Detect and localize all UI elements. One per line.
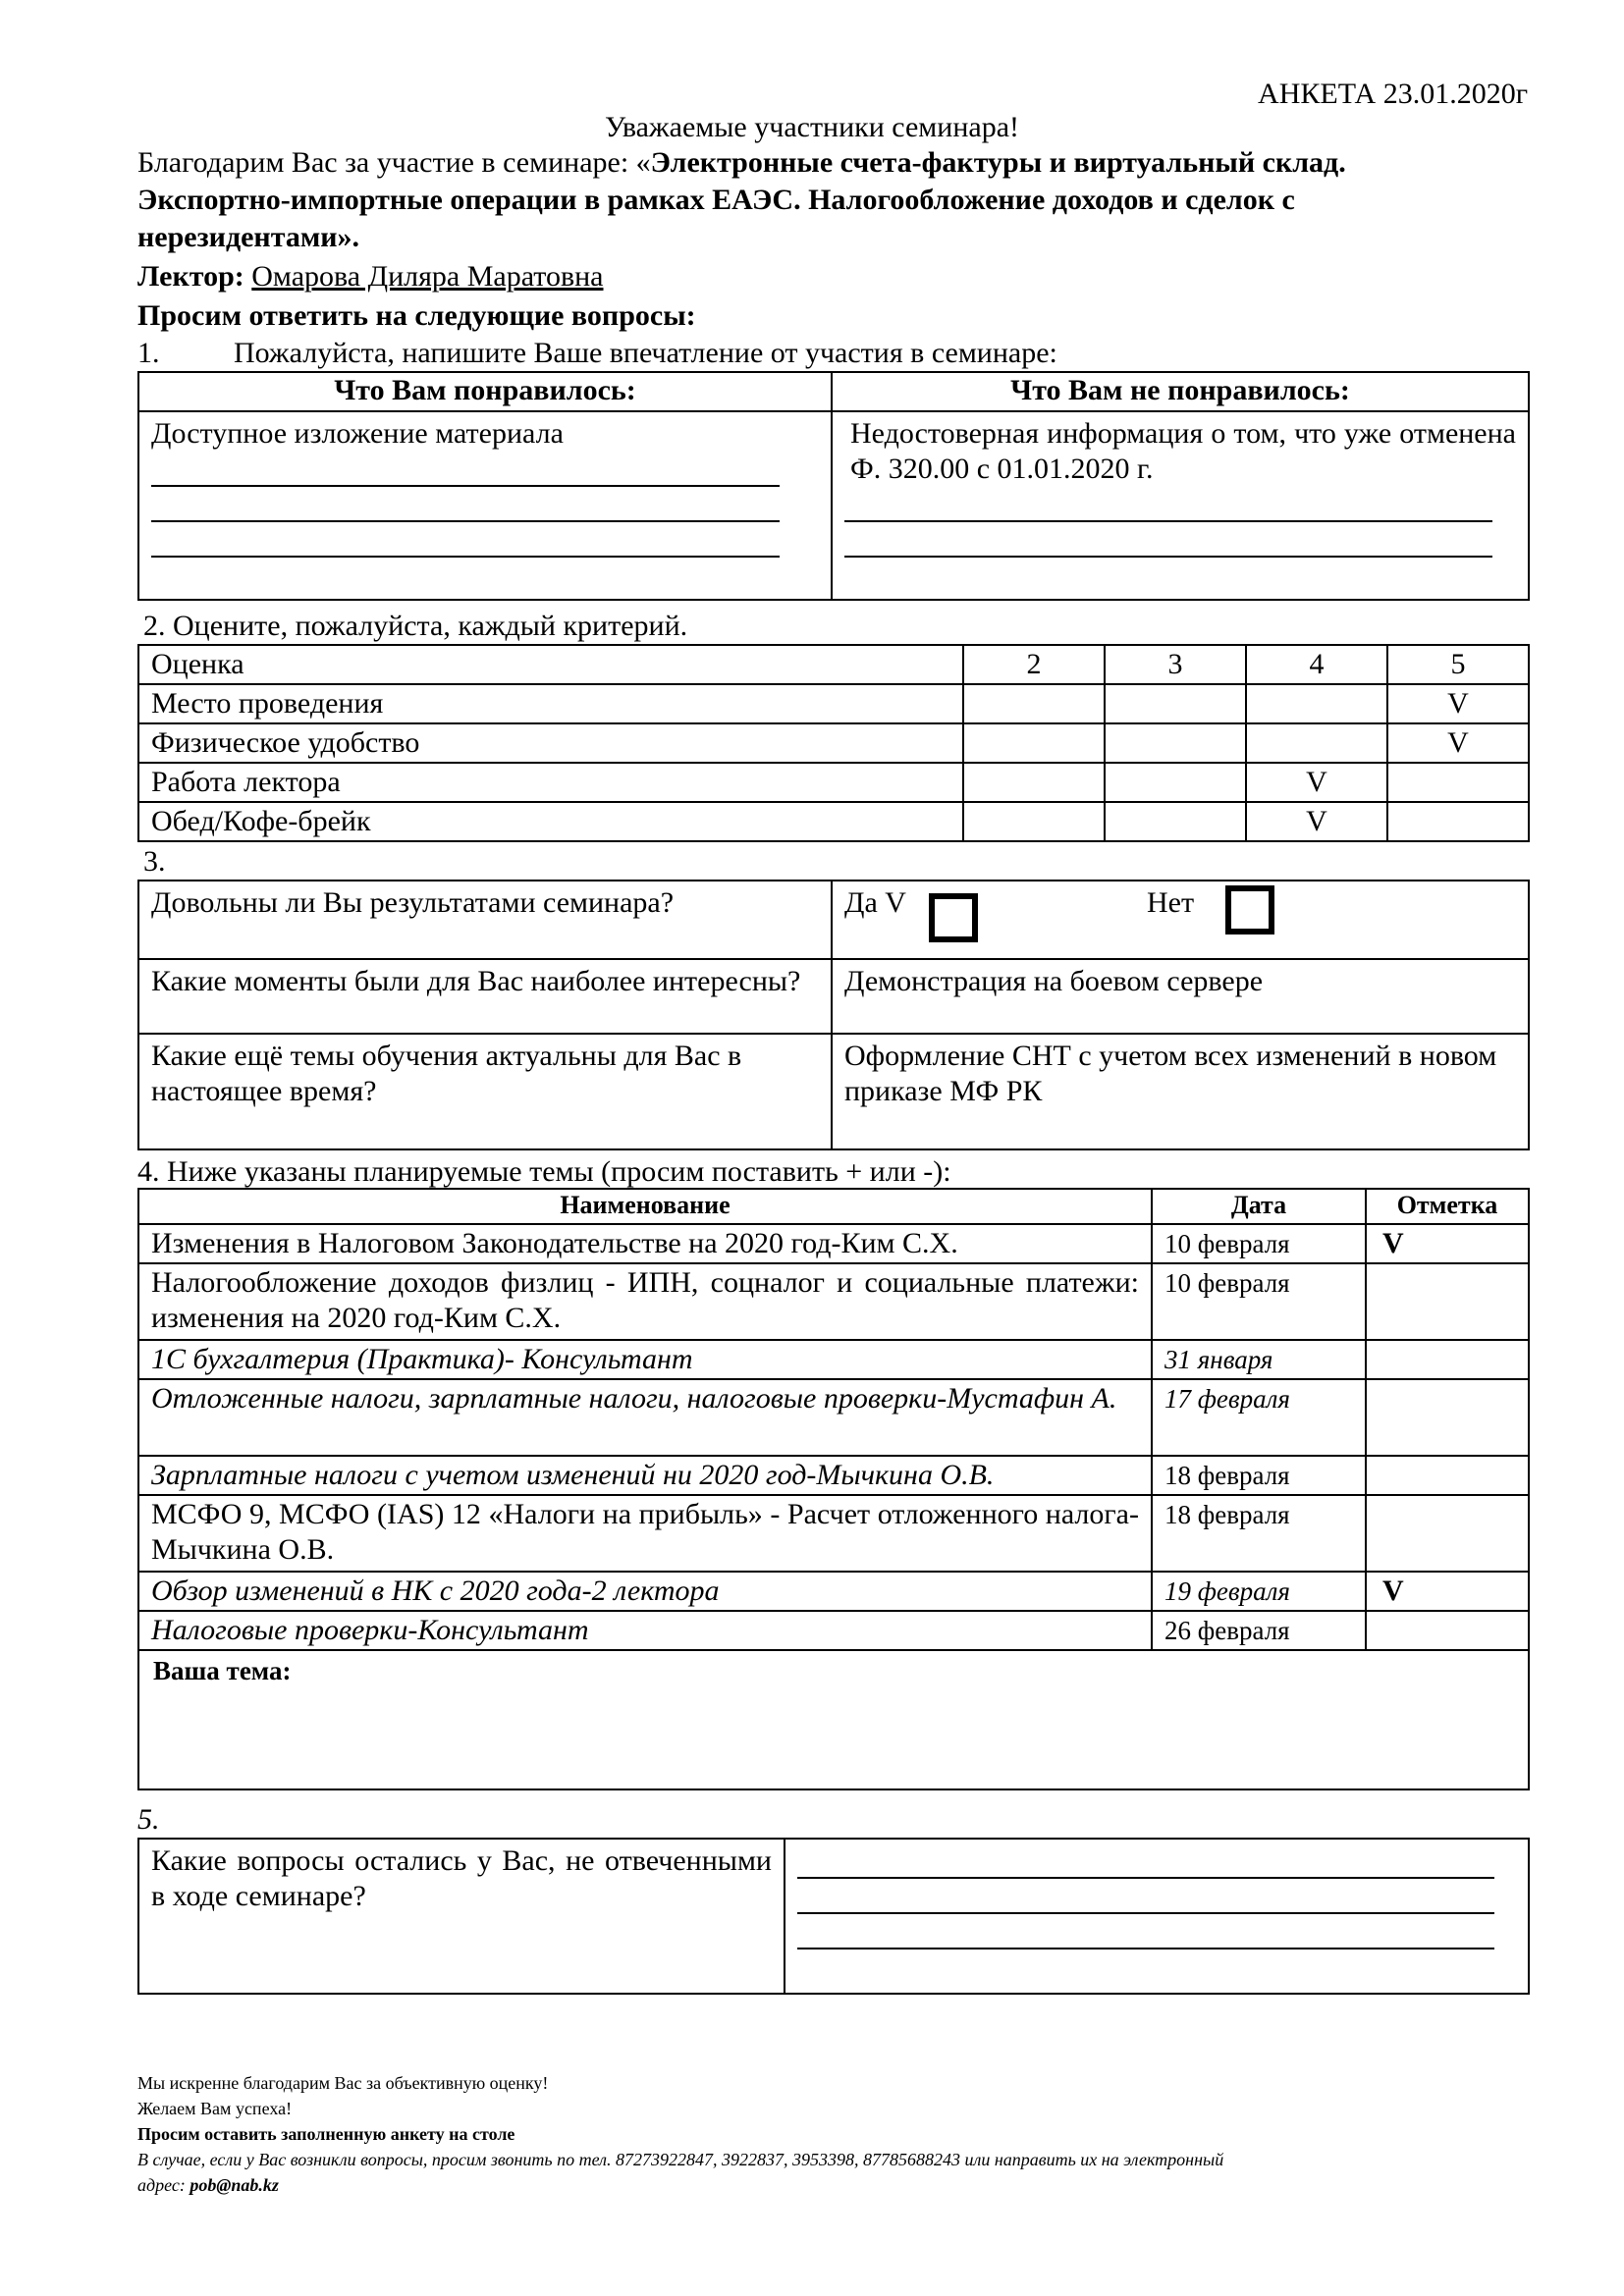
criterion-label: Работа лектора bbox=[138, 763, 963, 802]
liked-cell bbox=[138, 411, 832, 600]
q4-title: 4. Ниже указаны планируемые темы (просим поставить + или -): bbox=[137, 1155, 951, 1188]
q2-title: 2. Оцените, пожалуйста, каждый критерий. bbox=[143, 610, 688, 642]
rating-cell[interactable] bbox=[1387, 802, 1529, 841]
impressions-table bbox=[137, 371, 1530, 601]
topic-name: 1С бухгалтерия (Практика)- Консультант bbox=[138, 1340, 1152, 1379]
topics-question: Какие ещё темы обучения актуальны для Вас в настоящее время? bbox=[138, 1034, 832, 1149]
rating-cell[interactable] bbox=[1246, 723, 1387, 763]
liked-blank-line bbox=[151, 522, 780, 558]
score-header: 3 bbox=[1105, 645, 1246, 684]
email-link[interactable]: pob@nab.kz bbox=[189, 2175, 279, 2195]
topic-row bbox=[138, 1456, 1529, 1495]
q5-number: 5. bbox=[137, 1803, 160, 1836]
your-topic-row bbox=[138, 1650, 1529, 1789]
q1-number: 1. bbox=[137, 337, 160, 369]
criterion-label: Физическое удобство bbox=[138, 723, 963, 763]
footer-thanks: Мы искренне благодарим Вас за объективную оценку! bbox=[137, 2073, 549, 2093]
topic-date: 26 февраля bbox=[1152, 1611, 1366, 1650]
topic-name: Налогообложение доходов физлиц - ИПН, соцналог и социальные платежи: изменения на 2020 год-Ким С.Х. bbox=[138, 1263, 1152, 1340]
satisfied-question: Довольны ли Вы результатами семинара? bbox=[138, 881, 832, 959]
topic-date: 19 февраля bbox=[1152, 1572, 1366, 1611]
rating-cell[interactable] bbox=[963, 723, 1105, 763]
rating-cell[interactable] bbox=[1387, 763, 1529, 802]
topic-date: 10 февраля bbox=[1152, 1263, 1366, 1340]
rating-table bbox=[137, 644, 1530, 842]
topic-mark-cell[interactable] bbox=[1366, 1456, 1529, 1495]
q3-number: 3. bbox=[143, 845, 166, 878]
interesting-answer[interactable]: Демонстрация на боевом сервере bbox=[832, 959, 1529, 1034]
greeting: Уважаемые участники семинара! bbox=[604, 111, 1020, 143]
rating-cell[interactable] bbox=[963, 684, 1105, 723]
liked-blank-line bbox=[151, 452, 780, 487]
topic-name: Налоговые проверки-Консультант bbox=[138, 1611, 1152, 1650]
topic-row bbox=[138, 1495, 1529, 1572]
open-questions-table bbox=[137, 1838, 1530, 1995]
email-prefix: адрес: bbox=[137, 2175, 190, 2195]
topic-row bbox=[138, 1263, 1529, 1340]
rating-cell[interactable]: V bbox=[1387, 684, 1529, 723]
rating-row bbox=[138, 684, 1529, 723]
topic-row bbox=[138, 1340, 1529, 1379]
topic-mark-cell[interactable]: V bbox=[1366, 1572, 1529, 1611]
topic-name: Зарплатные налоги с учетом изменений ни 2020 год-Мычкина О.В. bbox=[138, 1456, 1152, 1495]
answer-blank-line bbox=[797, 1879, 1494, 1914]
answer-blank-line bbox=[797, 1914, 1494, 1949]
answer-blank-line bbox=[797, 1843, 1494, 1879]
your-topic-field[interactable]: Ваша тема: bbox=[138, 1650, 1529, 1789]
topic-mark-cell[interactable] bbox=[1366, 1263, 1529, 1340]
q5-question: Какие вопросы остались у Вас, не отвеченными в ходе семинаре? bbox=[138, 1839, 785, 1994]
rating-cell[interactable]: V bbox=[1246, 763, 1387, 802]
topic-row bbox=[138, 1379, 1529, 1456]
rating-cell[interactable] bbox=[1105, 763, 1246, 802]
topic-name: Отложенные налоги, зарплатные налоги, налоговые проверки-Мустафин А. bbox=[138, 1379, 1152, 1456]
topic-row bbox=[138, 1611, 1529, 1650]
topic-date: 18 февраля bbox=[1152, 1456, 1366, 1495]
score-header: 5 bbox=[1387, 645, 1529, 684]
seminar-title-line1: Электронные счета-фактуры и виртуальный склад. bbox=[650, 146, 1346, 179]
no-label: Нет bbox=[1147, 886, 1195, 919]
disliked-blank-line bbox=[844, 487, 1492, 522]
no-checkbox[interactable] bbox=[1225, 885, 1274, 934]
liked-answer[interactable]: Доступное изложение материала bbox=[151, 417, 564, 450]
rating-cell[interactable] bbox=[963, 802, 1105, 841]
topic-name: МСФО 9, МСФО (IAS) 12 «Налоги на прибыль» - Расчет отложенного налога-Мычкина О.В. bbox=[138, 1495, 1152, 1572]
interesting-question: Какие моменты были для Вас наиболее интересны? bbox=[138, 959, 832, 1034]
disliked-header: Что Вам не понравилось: bbox=[832, 372, 1529, 411]
topic-name: Изменения в Налоговом Законодательстве на 2020 год-Ким С.Х. bbox=[138, 1224, 1152, 1263]
topic-name: Обзор изменений в НК с 2020 года-2 лектора bbox=[138, 1572, 1152, 1611]
score-header: 4 bbox=[1246, 645, 1387, 684]
rating-cell[interactable]: V bbox=[1387, 723, 1529, 763]
q5-answer-cell[interactable] bbox=[785, 1839, 1529, 1994]
rating-cell[interactable]: V bbox=[1246, 802, 1387, 841]
topic-mark-cell[interactable]: V bbox=[1366, 1224, 1529, 1263]
topic-row bbox=[138, 1572, 1529, 1611]
col-mark-header: Отметка bbox=[1366, 1189, 1529, 1224]
lecturer-name: Омарова Диляра Маратовна bbox=[251, 260, 604, 293]
rating-header-label: Оценка bbox=[138, 645, 963, 684]
topic-date: 31 января bbox=[1152, 1340, 1366, 1379]
score-header: 2 bbox=[963, 645, 1105, 684]
seminar-title-line3: нерезидентами». bbox=[137, 221, 360, 253]
rating-cell[interactable] bbox=[1246, 684, 1387, 723]
rating-cell[interactable] bbox=[1105, 802, 1246, 841]
rating-cell[interactable] bbox=[1105, 684, 1246, 723]
topic-date: 17 февраля bbox=[1152, 1379, 1366, 1456]
rating-row bbox=[138, 763, 1529, 802]
request-text: Просим ответить на следующие вопросы: bbox=[137, 299, 696, 332]
rating-cell[interactable] bbox=[1105, 723, 1246, 763]
topic-mark-cell[interactable] bbox=[1366, 1611, 1529, 1650]
yes-label: Да V bbox=[844, 886, 906, 919]
topic-mark-cell[interactable] bbox=[1366, 1495, 1529, 1572]
seminar-title-line2: Экспортно-импортные операции в рамках ЕАЭС. Налогообложение доходов и сделок с bbox=[137, 184, 1295, 216]
topic-date: 18 февраля bbox=[1152, 1495, 1366, 1572]
planned-topics-table bbox=[137, 1188, 1530, 1790]
col-name-header: Наименование bbox=[138, 1189, 1152, 1224]
topic-row bbox=[138, 1224, 1529, 1263]
satisfied-answer-cell bbox=[832, 881, 1529, 959]
rating-row bbox=[138, 802, 1529, 841]
results-table bbox=[137, 880, 1530, 1150]
yes-checkbox[interactable] bbox=[929, 893, 978, 942]
footer-email-line bbox=[137, 2173, 279, 2197]
disliked-blank-line bbox=[844, 522, 1492, 558]
rating-cell[interactable] bbox=[963, 763, 1105, 802]
col-date-header: Дата bbox=[1152, 1189, 1366, 1224]
topic-date: 10 февраля bbox=[1152, 1224, 1366, 1263]
lecturer-line bbox=[137, 259, 604, 294]
topic-mark-cell[interactable] bbox=[1366, 1379, 1529, 1456]
q1-title: Пожалуйста, напишите Ваше впечатление от участия в семинаре: bbox=[234, 337, 1057, 369]
topic-mark-cell[interactable] bbox=[1366, 1340, 1529, 1379]
footer-wish: Желаем Вам успеха! bbox=[137, 2099, 293, 2118]
liked-header: Что Вам понравилось: bbox=[138, 372, 832, 411]
disliked-answer[interactable]: Недостоверная информация о том, что уже отменена Ф. 320.00 с 01.01.2020 г. bbox=[850, 417, 1516, 485]
thanks-prefix: Благодарим Вас за участие в семинаре: « bbox=[137, 146, 651, 179]
liked-blank-line bbox=[151, 487, 780, 522]
criterion-label: Обед/Кофе-брейк bbox=[138, 802, 963, 841]
topics-answer[interactable]: Оформление СНТ с учетом всех изменений в новом приказе МФ РК bbox=[832, 1034, 1529, 1149]
criterion-label: Место проведения bbox=[138, 684, 963, 723]
rating-row bbox=[138, 723, 1529, 763]
thanks-line bbox=[137, 145, 1346, 181]
footer-leave-form: Просим оставить заполненную анкету на столе bbox=[137, 2124, 515, 2144]
lecturer-label: Лектор: bbox=[137, 260, 244, 293]
disliked-cell bbox=[832, 411, 1529, 600]
footer-contact-line: В случае, если у Вас возникли вопросы, просим звонить по тел. 87273922847, 3922837, 3953398, 87785688243 или направить их на электронный bbox=[137, 2150, 1224, 2169]
form-id: АНКЕТА 23.01.2020г bbox=[1258, 78, 1528, 110]
